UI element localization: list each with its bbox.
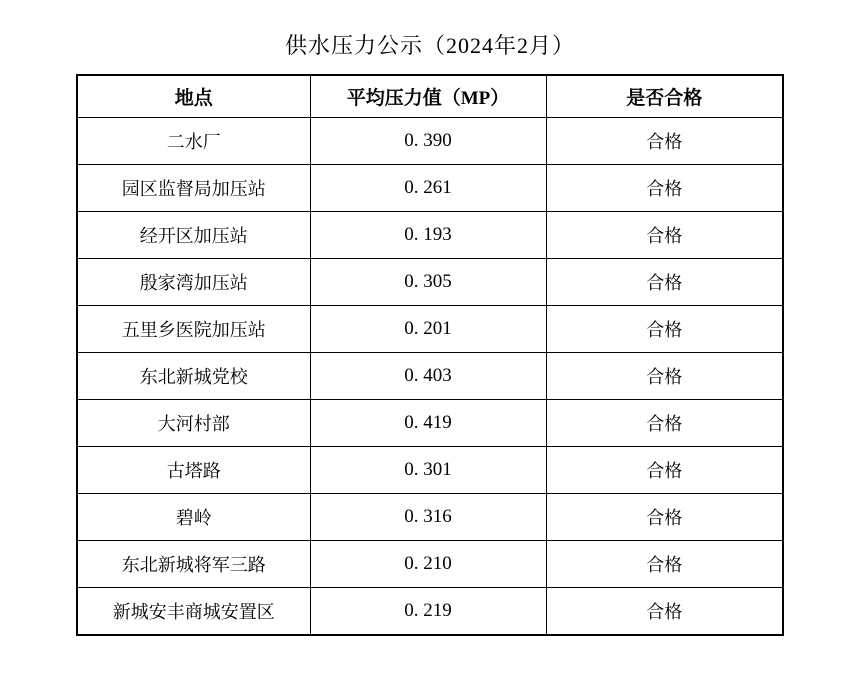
- cell-qualified: 合格: [546, 118, 783, 165]
- cell-pressure: 0. 201: [310, 306, 546, 353]
- page-title: 供水压力公示（2024年2月）: [284, 33, 575, 58]
- cell-pressure: 0. 403: [310, 353, 546, 400]
- cell-location: 新城安丰商城安置区: [77, 588, 310, 636]
- cell-location: 碧岭: [77, 494, 310, 541]
- cell-pressure: 0. 193: [310, 212, 546, 259]
- table-row: [77, 353, 783, 400]
- cell-location: 大河村部: [77, 400, 310, 447]
- table-row: [77, 165, 783, 212]
- cell-location: 经开区加压站: [77, 212, 310, 259]
- table-row: [77, 118, 783, 165]
- cell-qualified: 合格: [546, 447, 783, 494]
- cell-qualified: 合格: [546, 259, 783, 306]
- cell-qualified: 合格: [546, 353, 783, 400]
- cell-qualified: 合格: [546, 400, 783, 447]
- table-row: [77, 541, 783, 588]
- table-row: [77, 212, 783, 259]
- cell-pressure: 0. 261: [310, 165, 546, 212]
- table-row: [77, 400, 783, 447]
- column-header-pressure: 平均压力值（MP）: [310, 75, 546, 118]
- table-row: [77, 259, 783, 306]
- cell-qualified: 合格: [546, 494, 783, 541]
- table-row: [77, 447, 783, 494]
- cell-qualified: 合格: [546, 306, 783, 353]
- cell-location: 古塔路: [77, 447, 310, 494]
- table-row: [77, 494, 783, 541]
- cell-pressure: 0. 301: [310, 447, 546, 494]
- cell-qualified: 合格: [546, 165, 783, 212]
- column-header-qualified: 是否合格: [546, 75, 783, 118]
- table-row: [77, 588, 783, 636]
- cell-qualified: 合格: [546, 588, 783, 636]
- header-row: [77, 75, 783, 118]
- cell-pressure: 0. 219: [310, 588, 546, 636]
- cell-pressure: 0. 210: [310, 541, 546, 588]
- cell-location: 东北新城将军三路: [77, 541, 310, 588]
- table-row: [77, 306, 783, 353]
- cell-qualified: 合格: [546, 212, 783, 259]
- cell-location: 五里乡医院加压站: [77, 306, 310, 353]
- cell-location: 二水厂: [77, 118, 310, 165]
- column-header-location: 地点: [77, 75, 310, 118]
- cell-pressure: 0. 305: [310, 259, 546, 306]
- pressure-table: [76, 74, 784, 636]
- cell-pressure: 0. 316: [310, 494, 546, 541]
- cell-pressure: 0. 419: [310, 400, 546, 447]
- cell-location: 东北新城党校: [77, 353, 310, 400]
- cell-qualified: 合格: [546, 541, 783, 588]
- cell-location: 园区监督局加压站: [77, 165, 310, 212]
- cell-pressure: 0. 390: [310, 118, 546, 165]
- cell-location: 殷家湾加压站: [77, 259, 310, 306]
